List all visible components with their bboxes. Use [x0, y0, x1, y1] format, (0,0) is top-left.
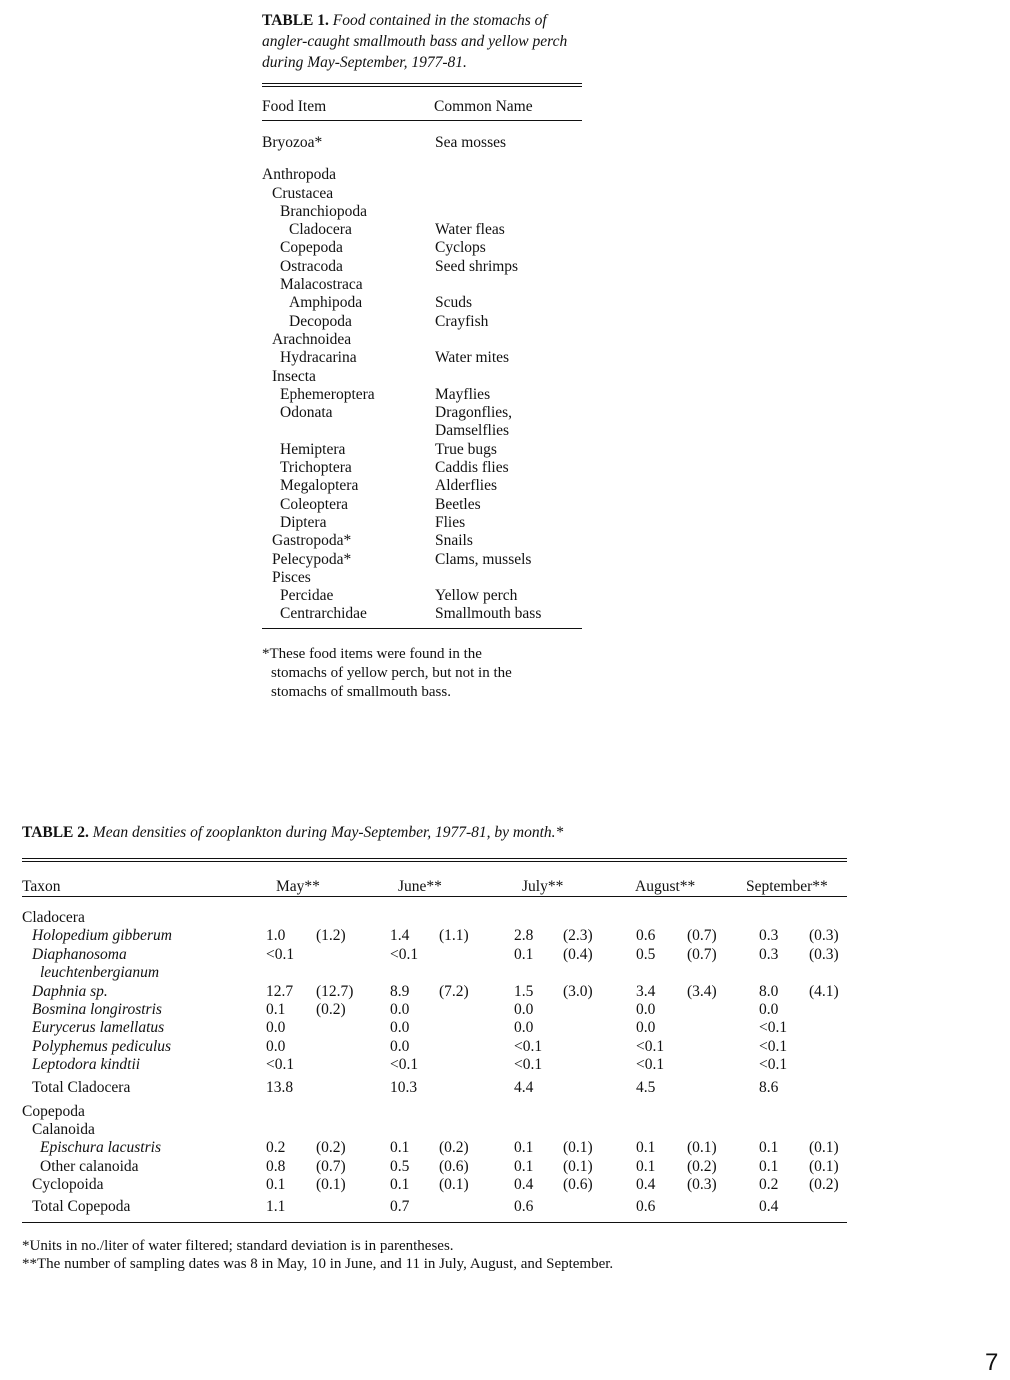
mean-value: 0.0 — [390, 1000, 410, 1018]
food-item-name: Trichoptera — [280, 459, 352, 477]
food-item-name: Ostracoda — [280, 257, 343, 275]
food-item-common-name: Cyclops — [435, 239, 486, 257]
table-1-label: TABLE 1. — [262, 12, 329, 29]
food-item-name: Pelecypoda* — [272, 550, 352, 568]
food-item-name: Megaloptera — [280, 477, 359, 495]
food-item-name: Arachnoidea — [272, 330, 352, 348]
table-row — [262, 587, 582, 605]
table-row — [22, 1019, 847, 1037]
mean-value: 0.8 — [266, 1157, 286, 1175]
table-row — [262, 313, 582, 331]
mean-value: <0.1 — [266, 945, 295, 963]
table-row — [22, 946, 847, 964]
table-row — [22, 1056, 847, 1074]
food-item-name: Percidae — [280, 587, 334, 605]
std-dev-value: (0.4) — [563, 945, 593, 963]
food-item-common-name: Caddis flies — [435, 459, 509, 477]
food-item-common-name: Yellow perch — [435, 587, 518, 605]
table-row — [22, 909, 847, 927]
mean-value: 1.1 — [266, 1198, 286, 1216]
table-2-footnote: **The number of sampling dates was 8 in May, 10 in June, and 11 in July, August, and September. — [22, 1256, 614, 1273]
mean-value: 13.8 — [266, 1078, 294, 1096]
std-dev-value: (0.2) — [316, 1139, 346, 1157]
food-item-common-name: True bugs — [435, 440, 497, 458]
mean-value: 0.1 — [636, 1139, 656, 1157]
table-2-top-rule — [22, 858, 847, 862]
table-row — [262, 551, 582, 569]
food-item-common-name: Mayflies — [435, 385, 491, 403]
mean-value: 0.7 — [390, 1198, 410, 1216]
table-row — [22, 927, 847, 945]
table-1-footnote — [262, 645, 582, 702]
mean-value: 1.5 — [514, 982, 534, 1000]
table-total-row — [22, 1075, 847, 1101]
mean-value: 0.5 — [636, 945, 656, 963]
mean-value: 0.1 — [514, 1139, 534, 1157]
food-item-name: Gastropoda* — [272, 532, 352, 550]
food-item-common-name: Water mites — [435, 349, 510, 367]
taxon-name: Leptodora kindtii — [32, 1056, 141, 1074]
mean-value: 0.1 — [390, 1176, 410, 1194]
mean-value: 4.4 — [514, 1078, 534, 1096]
food-item-name: Coleoptera — [280, 495, 349, 513]
table-1-caption-text: Food contained in the stomachs of angler-caught smallmouth bass and yellow perch during May-September, 1977-81. — [262, 12, 568, 71]
mean-value: 4.5 — [636, 1078, 656, 1096]
food-item-name: Crustacea — [272, 184, 334, 202]
food-item-name: Anthropoda — [262, 166, 337, 184]
table-row — [22, 1121, 847, 1139]
table-row — [262, 459, 582, 477]
mean-value: <0.1 — [514, 1037, 543, 1055]
food-item-name: Insecta — [272, 367, 316, 385]
food-item-name: Amphipoda — [289, 294, 363, 312]
std-dev-value: (3.4) — [687, 982, 717, 1000]
mean-value: 0.0 — [390, 1019, 410, 1037]
mean-value: 0.4 — [636, 1176, 656, 1194]
table-row — [262, 239, 582, 257]
mean-value: 0.6 — [636, 1198, 656, 1216]
table-row — [262, 605, 582, 623]
table-2-header-july: July** — [522, 878, 564, 895]
table-2-header-taxon: Taxon — [22, 878, 61, 895]
mean-value: 0.5 — [390, 1157, 410, 1175]
table-1-body — [262, 134, 582, 624]
mean-value: 3.4 — [636, 982, 656, 1000]
table-row — [262, 349, 582, 367]
table-1-header-rule — [262, 120, 582, 121]
std-dev-value: (0.1) — [809, 1157, 839, 1175]
taxon-name: Eurycerus lamellatus — [32, 1019, 165, 1037]
mean-value: 2.8 — [514, 927, 534, 945]
food-item-name: Centrarchidae — [280, 605, 367, 623]
std-dev-value: (0.3) — [809, 945, 839, 963]
mean-value: 1.0 — [266, 927, 286, 945]
table-2-header-june: June** — [398, 878, 442, 895]
mean-value: 0.0 — [636, 1000, 656, 1018]
food-item-common-name: Scuds — [435, 294, 473, 312]
food-item-common-name: Snails — [435, 532, 473, 550]
mean-value: 10.3 — [390, 1078, 418, 1096]
taxon-name: Calanoida — [32, 1120, 95, 1138]
food-item-common-name: Crayfish — [435, 312, 489, 330]
food-item-common-name: Seed shrimps — [435, 257, 519, 275]
mean-value: 8.0 — [759, 982, 779, 1000]
mean-value: <0.1 — [514, 1056, 543, 1074]
std-dev-value: (2.3) — [563, 927, 593, 945]
mean-value: <0.1 — [390, 945, 419, 963]
std-dev-value: (0.1) — [439, 1176, 469, 1194]
food-item-common-name: Sea mosses — [435, 134, 507, 151]
mean-value: 1.4 — [390, 927, 410, 945]
page-number: 7 — [985, 1349, 999, 1376]
taxon-name: Polyphemus pediculus — [32, 1037, 172, 1055]
food-item-common-name: Water fleas — [435, 221, 505, 239]
table-2-header-august: August** — [635, 878, 696, 895]
taxon-name: Holopedium gibberum — [32, 927, 172, 945]
table-2-caption — [22, 822, 847, 844]
std-dev-value: (0.6) — [439, 1157, 469, 1175]
table-1-footnote-line: stomachs of smallmouth bass. — [271, 683, 451, 700]
mean-value: 0.1 — [514, 945, 534, 963]
row-spacer — [262, 159, 582, 166]
mean-value: <0.1 — [759, 1056, 788, 1074]
table-1-top-rule — [262, 83, 582, 87]
std-dev-value: (1.1) — [439, 927, 469, 945]
row-spacer — [262, 152, 582, 159]
food-item-common-name: Damselflies — [435, 422, 510, 440]
mean-value: 0.0 — [390, 1037, 410, 1055]
table-2-header — [22, 870, 847, 896]
taxon-name: Other calanoida — [40, 1157, 139, 1175]
food-item-common-name: Clams, mussels — [435, 550, 532, 568]
taxon-name: Daphnia sp. — [32, 982, 108, 1000]
table-row — [22, 1158, 847, 1176]
table-1-header-food-item: Food Item — [262, 98, 327, 115]
food-item-name: Copepoda — [280, 239, 343, 257]
table-1-footnote-line: *These food items were found in the — [262, 645, 482, 662]
mean-value: 0.1 — [514, 1157, 534, 1175]
taxon-name: Total Cladocera — [32, 1078, 131, 1096]
table-row — [262, 441, 582, 459]
std-dev-value: (0.1) — [563, 1139, 593, 1157]
food-item-name: Hydracarina — [280, 349, 357, 367]
food-item-name: Diptera — [280, 513, 327, 531]
mean-value: 0.1 — [266, 1000, 286, 1018]
mean-value: 0.2 — [759, 1176, 779, 1194]
table-2-label: TABLE 2. — [22, 824, 89, 841]
taxon-name: Epischura lacustris — [40, 1139, 161, 1157]
mean-value: <0.1 — [390, 1056, 419, 1074]
table-row — [22, 1103, 847, 1121]
std-dev-value: (1.2) — [316, 927, 346, 945]
table-row — [262, 532, 582, 550]
std-dev-value: (3.0) — [563, 982, 593, 1000]
mean-value: 0.6 — [636, 927, 656, 945]
std-dev-value: (0.1) — [687, 1139, 717, 1157]
food-item-common-name: Beetles — [435, 495, 481, 513]
table-row — [262, 166, 582, 184]
std-dev-value: (7.2) — [439, 982, 469, 1000]
food-item-common-name: Smallmouth bass — [435, 605, 542, 623]
table-2-body — [22, 909, 847, 1220]
food-item-common-name: Flies — [435, 513, 466, 531]
table-1-caption — [262, 10, 582, 73]
mean-value: 0.4 — [759, 1198, 779, 1216]
table-row — [262, 331, 582, 349]
std-dev-value: (0.7) — [687, 945, 717, 963]
mean-value: 0.0 — [266, 1037, 286, 1055]
mean-value: 0.0 — [266, 1019, 286, 1037]
mean-value: 0.4 — [514, 1176, 534, 1194]
table-1-bottom-rule — [262, 628, 582, 629]
table-row — [262, 404, 582, 422]
table-row — [262, 185, 582, 203]
table-row — [262, 221, 582, 239]
mean-value: 0.3 — [759, 945, 779, 963]
table-row — [262, 386, 582, 404]
mean-value: 12.7 — [266, 982, 294, 1000]
mean-value: 0.2 — [266, 1139, 286, 1157]
food-item-name: Pisces — [272, 568, 311, 586]
table-row — [22, 964, 847, 982]
mean-value: 8.6 — [759, 1078, 779, 1096]
food-item-name: Decopoda — [289, 312, 352, 330]
table-row — [22, 1176, 847, 1194]
std-dev-value: (0.1) — [316, 1176, 346, 1194]
std-dev-value: (0.1) — [809, 1139, 839, 1157]
table-row — [262, 569, 582, 587]
table-2-footnote: *Units in no./liter of water filtered; standard deviation is in parentheses. — [22, 1238, 454, 1255]
taxon-name: Cladocera — [22, 909, 85, 926]
table-row — [22, 1139, 847, 1157]
food-item-name: Cladocera — [289, 221, 352, 239]
table-1-footnote-line: stomachs of yellow perch, but not in the — [271, 664, 512, 681]
std-dev-value: (4.1) — [809, 982, 839, 1000]
mean-value: 0.1 — [759, 1157, 779, 1175]
table-row — [262, 422, 582, 440]
taxon-name: Bosmina longirostris — [32, 1000, 162, 1018]
food-item-common-name: Alderflies — [435, 477, 497, 495]
mean-value: <0.1 — [636, 1056, 665, 1074]
table-row — [22, 983, 847, 1001]
std-dev-value: (0.1) — [563, 1157, 593, 1175]
std-dev-value: (0.7) — [687, 927, 717, 945]
table-1 — [262, 10, 582, 702]
table-row — [262, 134, 582, 152]
taxon-name: leuchtenbergianum — [40, 964, 160, 982]
table-row — [262, 203, 582, 221]
mean-value: 0.1 — [759, 1139, 779, 1157]
std-dev-value: (0.2) — [439, 1139, 469, 1157]
std-dev-value: (12.7) — [316, 982, 354, 1000]
mean-value: 0.0 — [514, 1000, 534, 1018]
std-dev-value: (0.2) — [316, 1000, 346, 1018]
table-row — [262, 276, 582, 294]
table-2 — [22, 822, 847, 1273]
table-row — [262, 368, 582, 386]
mean-value: 0.3 — [759, 927, 779, 945]
table-2-footnotes — [22, 1237, 847, 1273]
std-dev-value: (0.3) — [687, 1176, 717, 1194]
mean-value: 8.9 — [390, 982, 410, 1000]
food-item-name: Malacostraca — [280, 276, 363, 294]
table-2-header-september: September** — [746, 878, 828, 895]
mean-value: 0.0 — [759, 1000, 779, 1018]
mean-value: 0.1 — [266, 1176, 286, 1194]
food-item-name: Ephemeroptera — [280, 385, 375, 403]
table-row — [262, 496, 582, 514]
mean-value: <0.1 — [759, 1037, 788, 1055]
table-row — [262, 514, 582, 532]
mean-value: 0.0 — [636, 1019, 656, 1037]
food-item-name: Branchiopoda — [280, 202, 367, 220]
taxon-name: Copepoda — [22, 1102, 85, 1120]
table-row — [22, 1038, 847, 1056]
mean-value: 0.1 — [636, 1157, 656, 1175]
std-dev-value: (0.7) — [316, 1157, 346, 1175]
taxon-name: Diaphanosoma — [32, 945, 127, 963]
std-dev-value: (0.3) — [809, 927, 839, 945]
mean-value: <0.1 — [759, 1019, 788, 1037]
std-dev-value: (0.2) — [809, 1176, 839, 1194]
mean-value: 0.0 — [514, 1019, 534, 1037]
table-total-row — [22, 1194, 847, 1220]
table-2-caption-text: Mean densities of zooplankton during May-September, 1977-81, by month.* — [92, 824, 564, 841]
table-row — [262, 294, 582, 312]
food-item-name: Bryozoa* — [262, 134, 323, 151]
mean-value: 0.1 — [390, 1139, 410, 1157]
taxon-name: Total Copepoda — [32, 1198, 131, 1216]
table-2-bottom-rule — [22, 1222, 847, 1223]
mean-value: <0.1 — [266, 1056, 295, 1074]
food-item-name: Odonata — [280, 404, 333, 422]
table-2-header-rule — [22, 896, 847, 897]
taxon-name: Cyclopoida — [32, 1176, 104, 1194]
food-item-common-name: Dragonflies, — [435, 404, 513, 422]
food-item-name: Hemiptera — [280, 440, 346, 458]
mean-value: 0.6 — [514, 1198, 534, 1216]
mean-value: <0.1 — [636, 1037, 665, 1055]
table-row — [22, 1001, 847, 1019]
table-row — [262, 477, 582, 495]
table-1-header-common-name: Common Name — [434, 98, 533, 115]
table-row — [262, 258, 582, 276]
std-dev-value: (0.6) — [563, 1176, 593, 1194]
table-1-header — [262, 96, 582, 120]
table-2-header-may: May** — [276, 878, 320, 895]
std-dev-value: (0.2) — [687, 1157, 717, 1175]
